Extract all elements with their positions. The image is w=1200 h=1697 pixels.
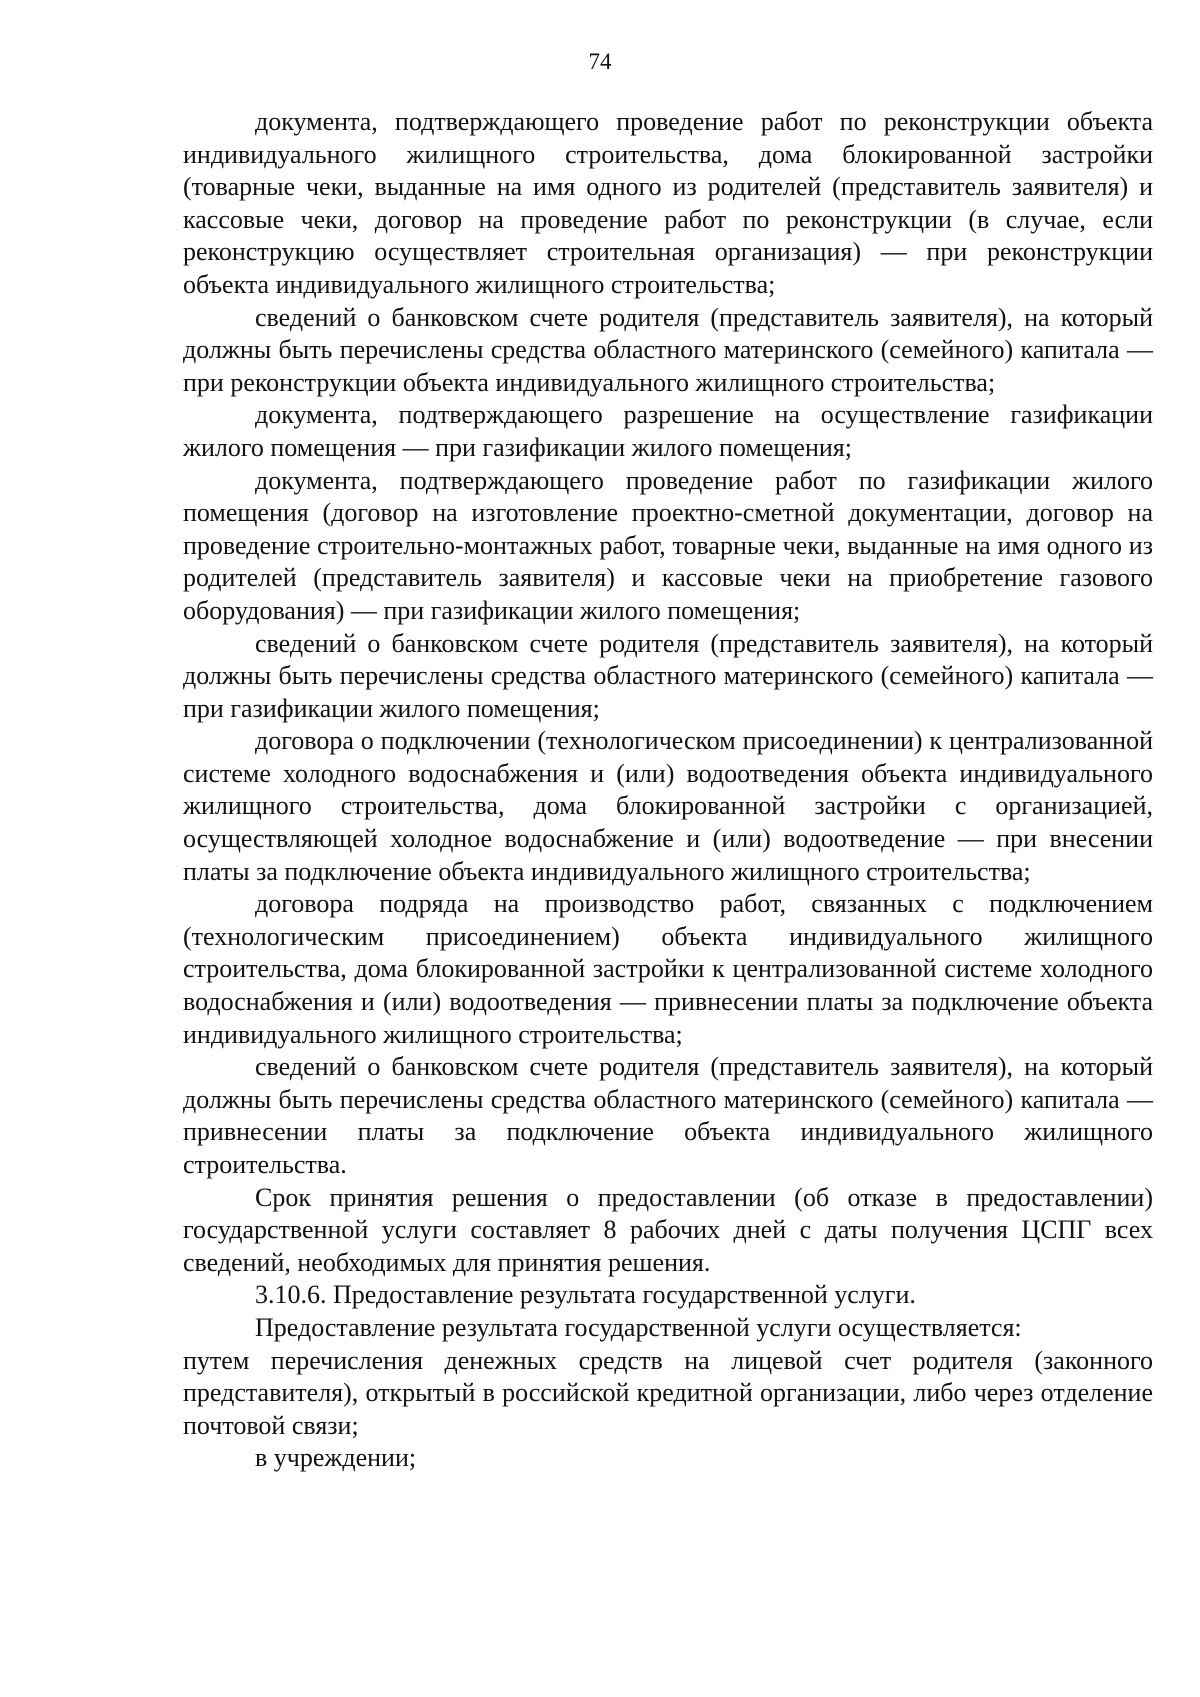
paragraph-bank-account-connection: сведений о банковском счете родителя (представитель заявителя), на который должны быть перечислены средства областного материнского (семейного) капитала — привнесении платы за подключение объекта индивидуального жилищного строительства.: [183, 1052, 1153, 1179]
paragraph-result-via-transfer: путем перечисления денежных средств на лицевой счет родителя (законного представителя), открытый в российской кредитной организации, либо через отделение почтовой связи;: [183, 1345, 1153, 1440]
paragraph-result-in-institution: в учреждении;: [255, 1443, 417, 1473]
document-body: [183, 106, 1153, 1475]
paragraph-gasification-permit: документа, подтверждающего разрешение на осуществление газификации жилого помещения — при газификации жилого помещения;: [183, 400, 1153, 462]
paragraph-gasification-works-document: документа, подтверждающего проведение работ по газификации жилого помещения (договор на изготовление проектно-сметной документации, договор на проведение строительно-монтажных работ, товарные чеки, выданные на имя одного из родителей (представитель заявителя) и кассовые чеки на приобретение газового оборудования) — при газификации жилого помещения;: [183, 465, 1153, 625]
page-number: 74: [588, 49, 612, 74]
paragraph-result-provision-intro: Предоставление результата государственной услуги осуществляется:: [255, 1312, 1022, 1342]
paragraph-bank-account-reconstruction: сведений о банковском счете родителя (представитель заявителя), на который должны быть перечислены средства областного материнского (семейного) капитала — при реконструкции объекта индивидуального жилищного строительства;: [183, 302, 1153, 397]
section-heading-3-10-6: 3.10.6. Предоставление результата государственной услуги.: [255, 1280, 916, 1310]
paragraph-decision-deadline: Срок принятия решения о предоставлении (об отказе в предоставлении) государственной услуги составляет 8 рабочих дней с даты получения ЦСПГ всех сведений, необходимых для принятия решения.: [183, 1182, 1153, 1277]
paragraph-connection-agreement: договора о подключении (технологическом присоединении) к централизованной системе холодного водоснабжения и (или) водоотведения объекта индивидуального жилищного строительства, дома блокированной застройки с организацией, осуществляющей холодное водоснабжение и (или) водоотведение — при внесении платы за подключение объекта индивидуального жилищного строительства;: [183, 726, 1153, 886]
paragraph-contract-agreement: договора подряда на производство работ, связанных с подключением (технологическим присоединением) объекта индивидуального жилищного строительства, дома блокированной застройки к централизованной системе холодного водоснабжения и (или) водоотведения — привнесении платы за подключение объекта индивидуального жилищного строительства;: [183, 889, 1153, 1049]
paragraph-bank-account-gasification: сведений о банковском счете родителя (представитель заявителя), на который должны быть перечислены средства областного материнского (семейного) капитала — при газификации жилого помещения;: [183, 628, 1153, 723]
paragraph-reconstruction-works-document: документа, подтверждающего проведение работ по реконструкции объекта индивидуального жилищного строительства, дома блокированной застройки (товарные чеки, выданные на имя одного из родителей (представитель заявителя) и кассовые чеки, договор на проведение работ по реконструкции (в случае, если реконструкцию осуществляет строительная организация) — при реконструкции объекта индивидуального жилищного строительства;: [183, 107, 1153, 299]
